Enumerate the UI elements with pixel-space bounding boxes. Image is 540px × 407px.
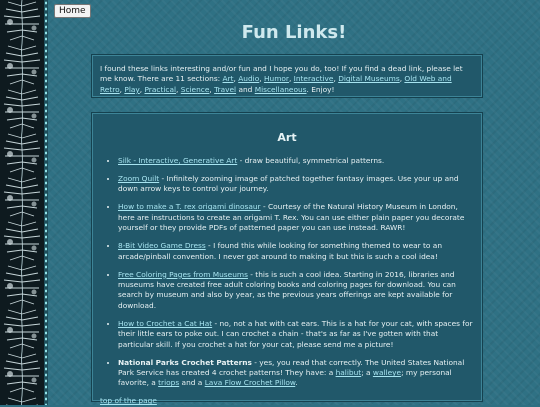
item-link[interactable]: Free Coloring Pages from Museums [118,269,248,279]
list-item [118,156,474,166]
and-text: and [238,84,253,94]
list-item [118,319,474,350]
item-link[interactable]: How to make a T. rex origami dinosaur [118,202,261,212]
section-link-travel[interactable]: Travel [214,84,237,94]
section-link-art[interactable]: Art [222,74,234,84]
list-item [118,202,474,233]
parks-title: National Parks Crochet Patterns [118,357,252,367]
parks-text-3: ; my personal favorite, a [118,368,452,388]
list-item [118,270,474,312]
parks-text-1: - yes, you read that correctly. The United States National Park Service has created 4 crochet patterns! They have: a [118,357,465,378]
list-item [118,174,474,195]
home-button[interactable]: Home [54,4,91,18]
intro-panel: I found these links interesting and/or fun and I hope you do, too! If you find a dead link, please let me know. There are 11 sections: Art, Audio, Humor, Interactive, Digital Museums, Old Web and Retro, Play, Practical, Science, Travel and Miscellaneous. Enjoy! [91,54,483,98]
section-link-humor[interactable]: Humor [263,74,289,84]
parks-text-2: ; a [361,368,373,378]
art-heading: Art [277,131,297,144]
section-link-audio[interactable]: Audio [238,74,260,84]
section-link-practical[interactable]: Practical [144,84,177,94]
halibut-link[interactable]: halibut [335,368,362,378]
triops-link[interactable]: triops [158,378,180,388]
fern-pattern-icon [0,0,44,405]
item-desc: - this is such a cool idea. Starting in 2016, libraries and museums have created free adult coloring books and coloring pages for download. You can search by museum and also by year, as the previous years offerings are kept available for download. [118,269,456,310]
section-link-interactive[interactable]: Interactive [293,74,334,84]
item-link[interactable]: Zoom Quilt [118,174,160,183]
decorative-fern-strip [0,0,44,405]
item-desc: - I found this while looking for something themed to wear to an arcade/pinball convention. I never got around to making it but this is such a cool idea! [118,241,443,261]
item-desc: - Infinitely zooming image of patched together fantasy images. Use your up and down arrow keys to control your journey. [118,174,459,194]
walleye-link[interactable]: walleye [372,368,402,378]
list-item-national-parks [118,358,474,389]
section-link-old-web-retro[interactable]: Old Web and Retro [100,74,452,94]
art-link-list [100,156,474,389]
section-link-play[interactable]: Play [124,84,140,94]
intro-text: I found these links interesting and/or fun and I hope you do, too! If you find a dead link, please let me know. There are 11 sections: [100,64,463,84]
section-link-digital-museums[interactable]: Digital Museums [338,74,400,84]
item-desc: - no, not a hat with cat ears. This is a hat for your cat, with spaces for their little ears to poke out. I can crochet a chain - that's as far as I've gotten with that particular skill. If you crochet a hat for your cat, please send me a picture! [118,318,473,349]
parks-text-4: and a [179,378,205,388]
section-link-science[interactable]: Science [180,84,210,94]
list-item [118,241,474,262]
intro-end-text: . Enjoy! [306,84,335,94]
lava-pillow-link[interactable]: Lava Flow Crochet Pillow [204,378,296,388]
item-desc: - draw beautiful, symmetrical patterns. [237,156,385,165]
art-section [91,112,483,406]
item-link[interactable]: How to Crochet a Cat Hat [118,318,213,328]
item-link[interactable]: 8-Bit Video Game Dress [118,241,206,251]
top-of-page-link[interactable]: top of the page [100,396,157,406]
page-title: Fun Links! [241,22,347,43]
item-link[interactable]: Silk - Interactive, Generative Art [118,156,238,165]
item-desc: - Courtesy of the Natural History Museum in London, here are instructions to create an origami T. Rex. You can use either plain paper you decorate yourself or they provide PDFs of patterned paper you can use instead. RAWR! [118,202,465,233]
parks-text-5: . [295,378,298,388]
section-link-miscellaneous[interactable]: Miscellaneous [254,84,307,94]
